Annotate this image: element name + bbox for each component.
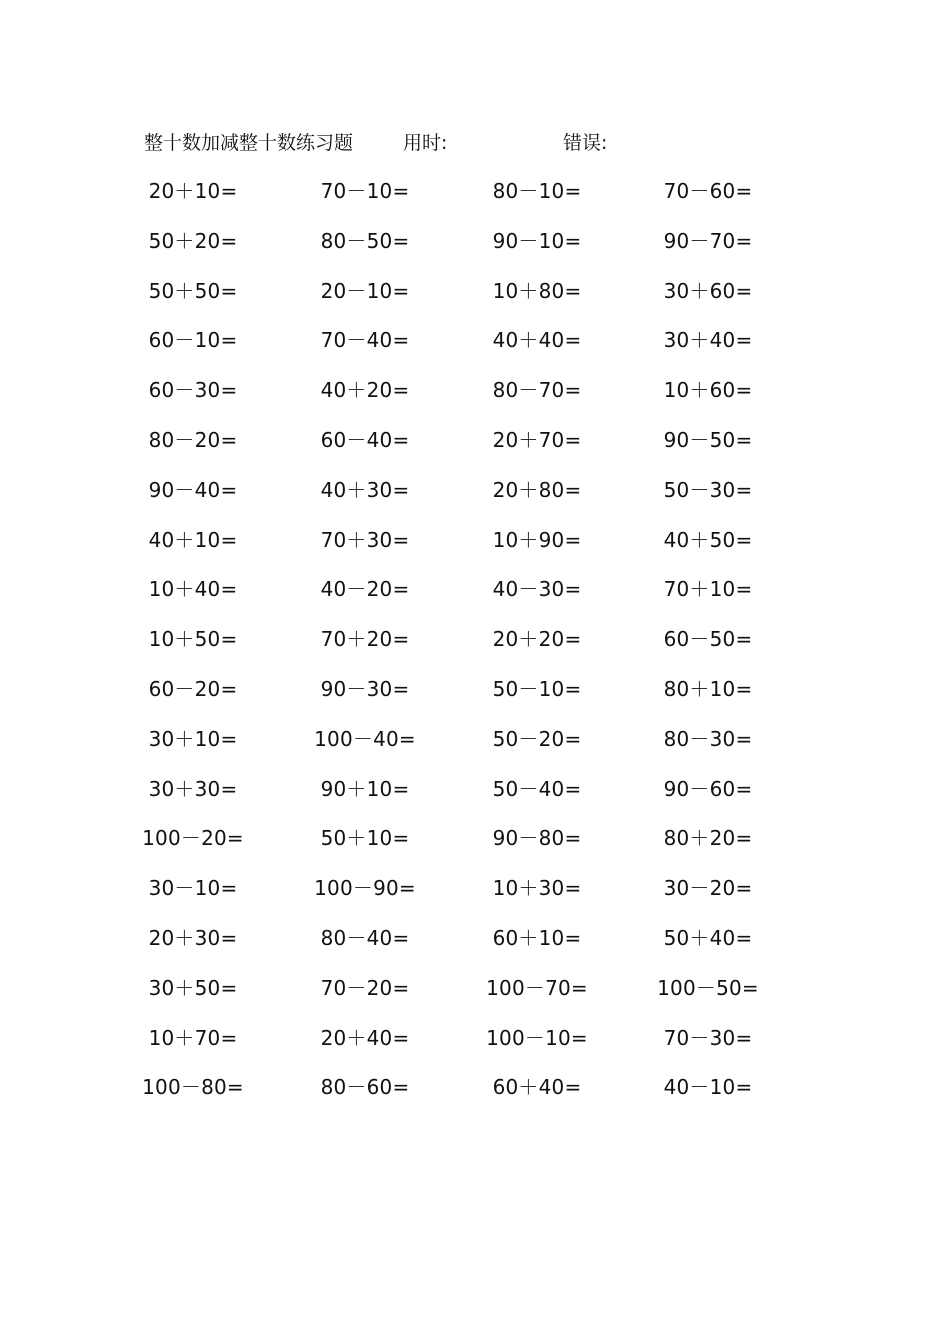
arithmetic-problem: 80－70= <box>492 378 582 403</box>
arithmetic-problem: 10＋90= <box>492 527 582 552</box>
arithmetic-problem: 100－50= <box>657 975 759 1000</box>
arithmetic-problem: 40－20= <box>320 577 410 602</box>
arithmetic-problem: 70－10= <box>320 179 410 203</box>
arithmetic-problem: 90－10= <box>492 228 582 253</box>
arithmetic-problem: 100－70= <box>486 975 588 1000</box>
arithmetic-problem: 50－20= <box>492 726 582 751</box>
arithmetic-problem: 20＋30= <box>148 925 238 950</box>
arithmetic-problem: 30＋10= <box>148 726 238 751</box>
worksheet-title: 整十数加减整十数练习题 <box>144 132 354 154</box>
arithmetic-problem: 10＋40= <box>148 577 238 602</box>
arithmetic-problem: 100－90= <box>314 876 416 901</box>
arithmetic-problem: 100－20= <box>142 826 244 851</box>
arithmetic-problem: 90－60= <box>663 776 753 801</box>
arithmetic-problem: 20＋80= <box>492 477 582 502</box>
arithmetic-problem: 30＋30= <box>148 776 238 801</box>
arithmetic-problem: 70－30= <box>663 1025 753 1050</box>
arithmetic-problem: 80－10= <box>492 179 582 203</box>
arithmetic-problem: 80－30= <box>663 726 753 751</box>
arithmetic-problem: 10＋80= <box>492 278 582 303</box>
arithmetic-problem: 40＋40= <box>492 328 582 353</box>
arithmetic-problem: 20＋10= <box>148 179 238 203</box>
problem-row <box>0 1072 950 1122</box>
problem-grid <box>0 176 950 1122</box>
arithmetic-problem: 60－30= <box>148 378 238 403</box>
arithmetic-problem: 20＋20= <box>492 627 582 652</box>
arithmetic-problem: 80－20= <box>148 427 238 452</box>
arithmetic-problem: 30－10= <box>148 876 238 901</box>
arithmetic-problem: 10＋30= <box>492 876 582 901</box>
arithmetic-problem: 100－80= <box>142 1075 244 1100</box>
arithmetic-problem: 40－30= <box>492 577 582 602</box>
arithmetic-problem: 40＋20= <box>320 378 410 403</box>
arithmetic-problem: 20－10= <box>320 278 410 303</box>
arithmetic-problem: 60＋40= <box>492 1075 582 1100</box>
arithmetic-problem: 30＋40= <box>663 328 753 353</box>
error-count-label: 错误: <box>563 132 608 154</box>
arithmetic-problem: 70＋20= <box>320 627 410 652</box>
problem-row <box>0 176 950 226</box>
arithmetic-problem: 50＋50= <box>148 278 238 303</box>
problem-row <box>0 475 950 525</box>
problem-row <box>0 674 950 724</box>
arithmetic-problem: 80＋20= <box>663 826 753 851</box>
arithmetic-problem: 10＋70= <box>148 1025 238 1050</box>
arithmetic-problem: 30＋50= <box>148 975 238 1000</box>
arithmetic-problem: 80＋10= <box>663 676 753 701</box>
arithmetic-problem: 90－30= <box>320 676 410 701</box>
problem-row <box>0 973 950 1023</box>
problem-row <box>0 574 950 624</box>
arithmetic-problem: 40＋50= <box>663 527 753 552</box>
arithmetic-problem: 40＋30= <box>320 477 410 502</box>
arithmetic-problem: 50＋10= <box>320 826 410 851</box>
arithmetic-problem: 90－50= <box>663 427 753 452</box>
arithmetic-problem: 80－40= <box>320 925 410 950</box>
problem-row <box>0 724 950 774</box>
arithmetic-problem: 10＋60= <box>663 378 753 403</box>
arithmetic-problem: 20＋40= <box>320 1025 410 1050</box>
arithmetic-problem: 90－80= <box>492 826 582 851</box>
arithmetic-problem: 50＋20= <box>148 228 238 253</box>
arithmetic-problem: 90＋10= <box>320 776 410 801</box>
arithmetic-problem: 80－50= <box>320 228 410 253</box>
arithmetic-problem: 30＋60= <box>663 278 753 303</box>
arithmetic-problem: 50＋40= <box>663 925 753 950</box>
arithmetic-problem: 70＋10= <box>663 577 753 602</box>
arithmetic-problem: 70－40= <box>320 328 410 353</box>
arithmetic-problem: 40＋10= <box>148 527 238 552</box>
arithmetic-problem: 70＋30= <box>320 527 410 552</box>
arithmetic-problem: 50－40= <box>492 776 582 801</box>
arithmetic-problem: 60－20= <box>148 676 238 701</box>
problem-row <box>0 525 950 575</box>
arithmetic-problem: 70－20= <box>320 975 410 1000</box>
problem-row <box>0 873 950 923</box>
problem-row <box>0 1023 950 1073</box>
problem-row <box>0 923 950 973</box>
arithmetic-problem: 50－30= <box>663 477 753 502</box>
time-used-label: 用时: <box>403 132 448 154</box>
problem-row <box>0 375 950 425</box>
arithmetic-problem: 80－60= <box>320 1075 410 1100</box>
problem-row <box>0 226 950 276</box>
arithmetic-problem: 40－10= <box>663 1075 753 1100</box>
problem-row <box>0 425 950 475</box>
problem-row <box>0 325 950 375</box>
arithmetic-problem: 20＋70= <box>492 427 582 452</box>
arithmetic-problem: 100－10= <box>486 1025 588 1050</box>
arithmetic-problem: 30－20= <box>663 876 753 901</box>
arithmetic-problem: 10＋50= <box>148 627 238 652</box>
arithmetic-problem: 60－10= <box>148 328 238 353</box>
problem-row <box>0 823 950 873</box>
arithmetic-problem: 90－70= <box>663 228 753 253</box>
arithmetic-problem: 100－40= <box>314 726 416 751</box>
problem-row <box>0 276 950 326</box>
arithmetic-problem: 50－10= <box>492 676 582 701</box>
problem-row <box>0 624 950 674</box>
problem-row <box>0 774 950 824</box>
worksheet-header <box>0 128 950 158</box>
arithmetic-problem: 70－60= <box>663 179 753 203</box>
arithmetic-problem: 60＋10= <box>492 925 582 950</box>
arithmetic-problem: 90－40= <box>148 477 238 502</box>
arithmetic-problem: 60－50= <box>663 627 753 652</box>
arithmetic-problem: 60－40= <box>320 427 410 452</box>
